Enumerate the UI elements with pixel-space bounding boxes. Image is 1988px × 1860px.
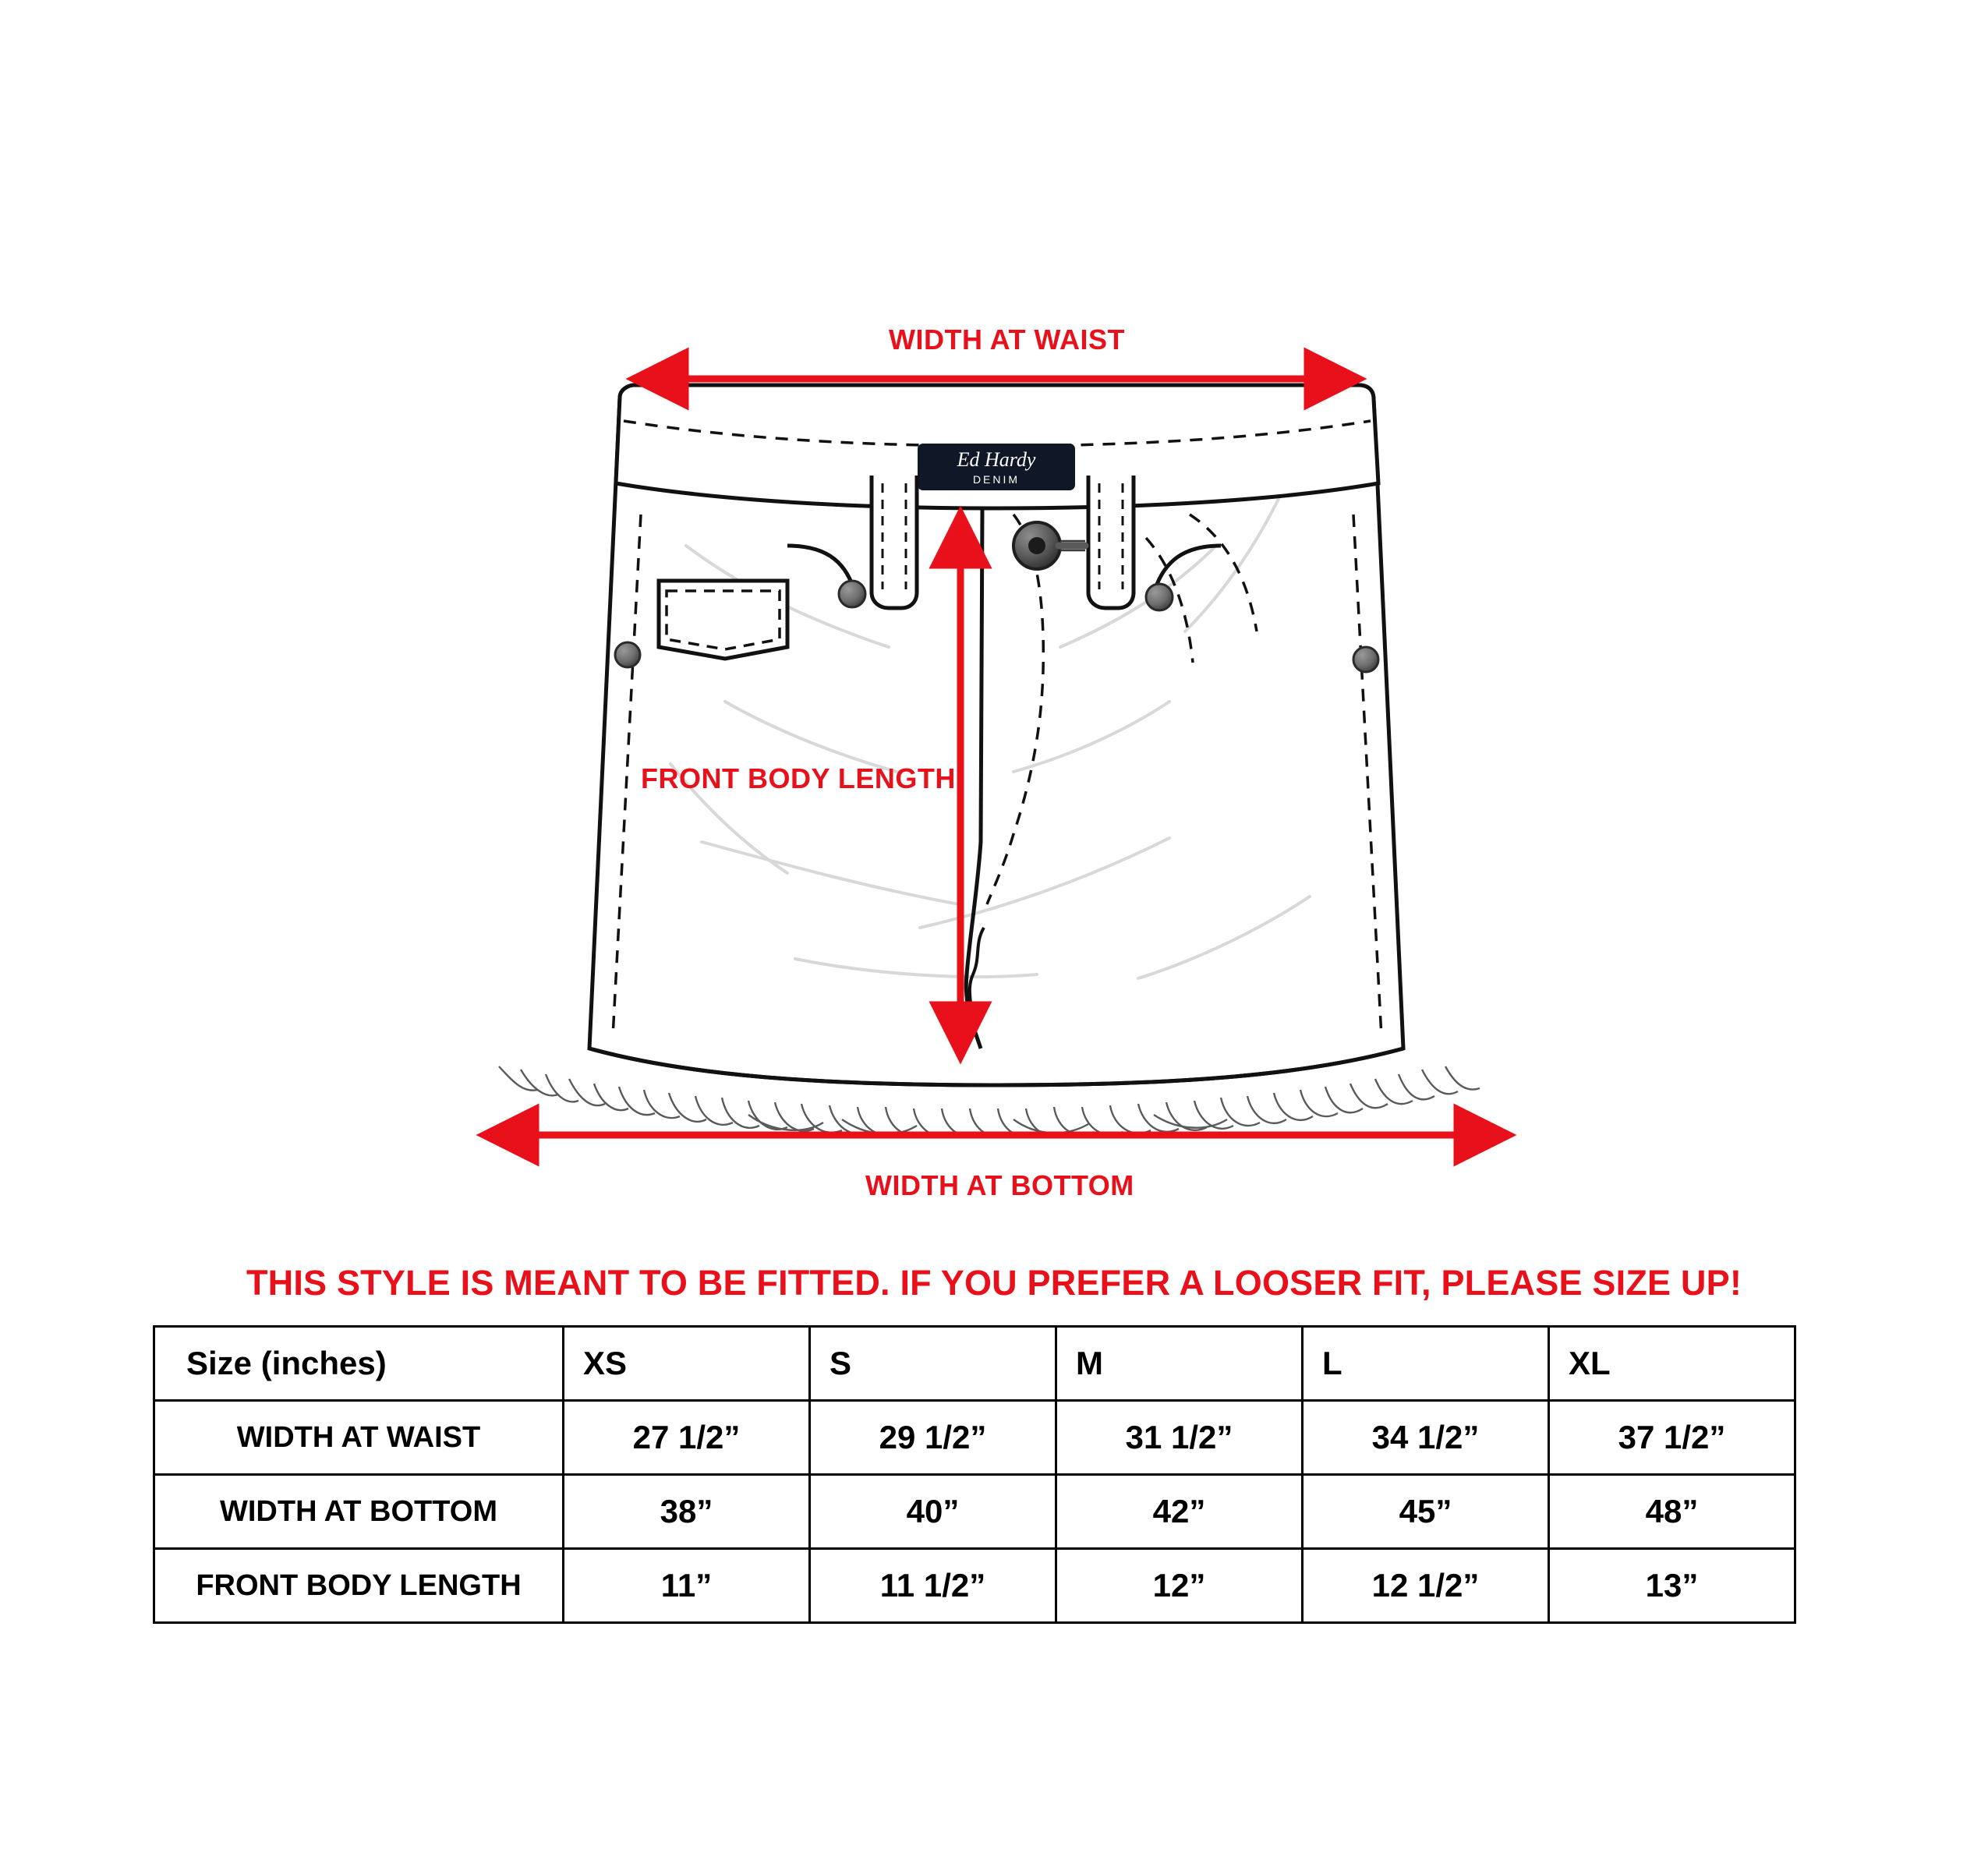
svg-text:DENIM: DENIM [972, 473, 1021, 486]
cell-bottom-s: 40” [810, 1475, 1056, 1549]
coin-pocket [659, 581, 787, 659]
cell-waist-m: 31 1/2” [1056, 1401, 1303, 1475]
table-header-row [154, 1327, 1795, 1401]
size-header-m: M [1056, 1327, 1303, 1401]
cell-bottom-l: 45” [1303, 1475, 1549, 1549]
size-header-xl: XL [1549, 1327, 1795, 1401]
row-label-width-at-waist: WIDTH AT WAIST [154, 1401, 564, 1475]
cell-waist-xs: 27 1/2” [564, 1401, 810, 1475]
table-row [154, 1549, 1795, 1623]
size-header-l: L [1303, 1327, 1549, 1401]
cell-bottom-xl: 48” [1549, 1475, 1795, 1549]
table-row [154, 1475, 1795, 1549]
fit-note: THIS STYLE IS MEANT TO BE FITTED. IF YOU PREFER A LOOSER FIT, PLEASE SIZE UP! [246, 1263, 1742, 1303]
size-header-s: S [810, 1327, 1056, 1401]
table-title-cell: Size (inches) [154, 1327, 564, 1401]
cell-length-s: 11 1/2” [810, 1549, 1056, 1623]
row-label-front-body-length: FRONT BODY LENGTH [154, 1549, 564, 1623]
cell-length-xs: 11” [564, 1549, 810, 1623]
label-front-body-length: FRONT BODY LENGTH [641, 762, 956, 794]
size-table-wrap [153, 1325, 1796, 1624]
svg-text:Ed Hardy: Ed Hardy [957, 448, 1036, 471]
cell-waist-s: 29 1/2” [810, 1401, 1056, 1475]
cell-length-l: 12 1/2” [1303, 1549, 1549, 1623]
cell-waist-xl: 37 1/2” [1549, 1401, 1795, 1475]
cell-length-xl: 13” [1549, 1549, 1795, 1623]
skirt-body [499, 385, 1480, 1137]
table-row [154, 1401, 1795, 1475]
cell-waist-l: 34 1/2” [1303, 1401, 1549, 1475]
label-width-at-waist: WIDTH AT WAIST [889, 324, 1125, 355]
size-header-xs: XS [564, 1327, 810, 1401]
size-chart-table [153, 1325, 1796, 1624]
label-width-at-bottom: WIDTH AT BOTTOM [865, 1169, 1134, 1201]
cell-bottom-m: 42” [1056, 1475, 1303, 1549]
cell-length-m: 12” [1056, 1549, 1303, 1623]
row-label-width-at-bottom: WIDTH AT BOTTOM [154, 1475, 564, 1549]
cell-bottom-xs: 38” [564, 1475, 810, 1549]
brand-patch [918, 444, 1074, 490]
